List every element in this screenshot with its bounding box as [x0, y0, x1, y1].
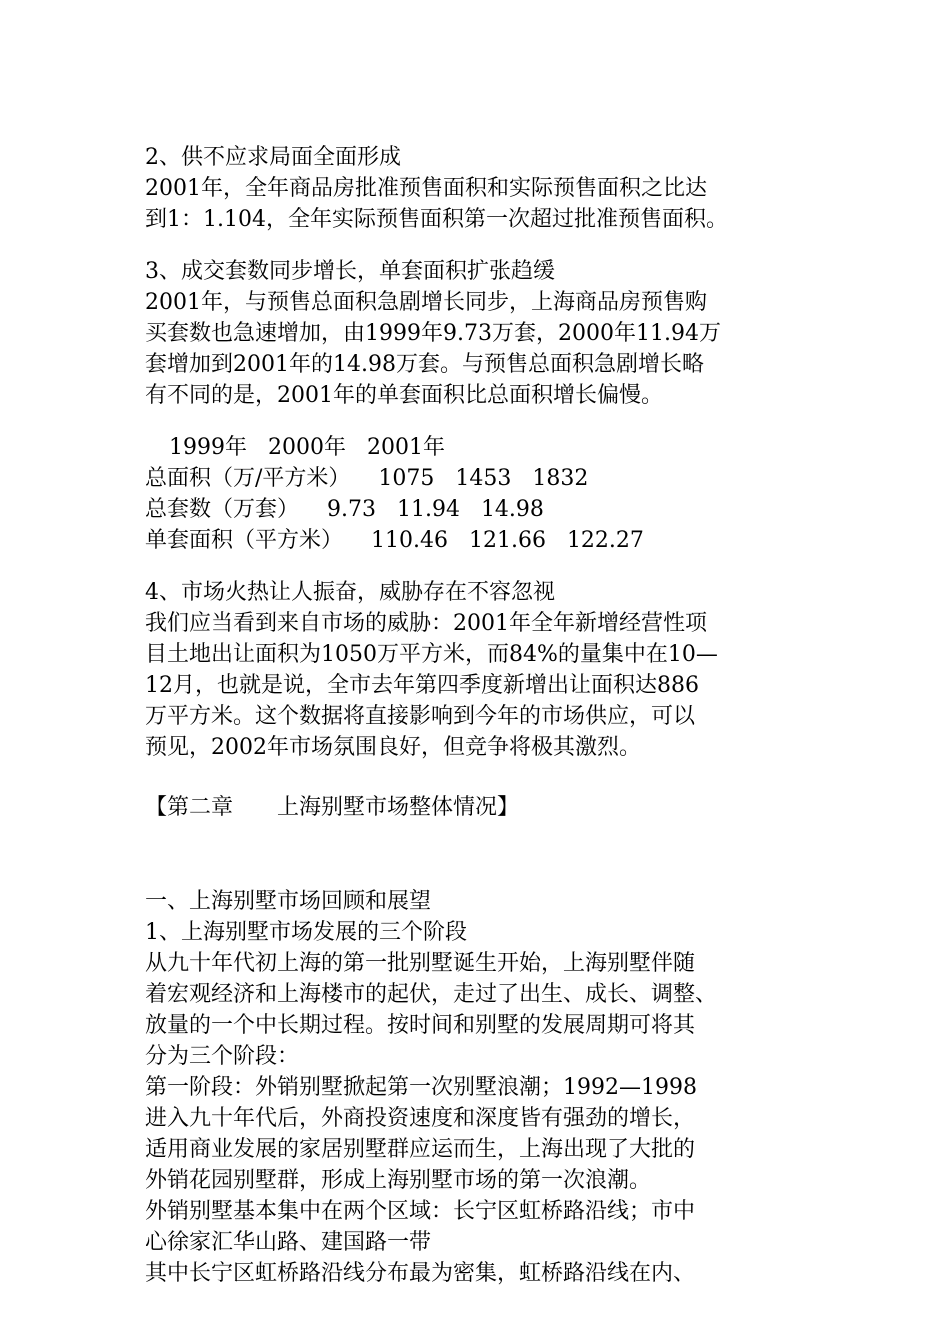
paragraph-line: 从九十年代初上海的第一批别墅诞生开始，上海别墅伴随 [145, 951, 696, 976]
paragraph-line: 着宏观经济和上海楼市的起伏，走过了出生、成长、调整、 [145, 982, 718, 1007]
table-row [145, 463, 825, 494]
paragraph-line: 目土地出让面积为1050万平方米，而84%的量集中在10— [145, 642, 718, 667]
table-cell: 1075 [378, 466, 435, 491]
document-page [145, 142, 825, 1289]
section-title: 4、市场火热让人振奋，威胁存在不容忽视 [145, 580, 555, 605]
paragraph-line: 2001年，与预售总面积急剧增长同步，上海商品房预售购 [145, 290, 707, 315]
table-header-row [145, 432, 825, 463]
table-cell: 121.66 [468, 528, 546, 553]
paragraph-line: 心徐家汇华山路、建国路一带 [145, 1230, 432, 1255]
paragraph-line: 其中长宁区虹桥路沿线分布最为密集，虹桥路沿线在内、 [145, 1261, 696, 1286]
table-header-cell: 1999年 [169, 435, 247, 460]
row-label: 总面积（万/平方米） [145, 466, 351, 491]
paragraph-line: 第一阶段：外销别墅掀起第一次别墅浪潮；1992—1998 [145, 1075, 697, 1100]
table-row [145, 494, 825, 525]
paragraph-line: 适用商业发展的家居别墅群应运而生，上海出现了大批的 [145, 1137, 696, 1162]
paragraph-line: 预见，2002年市场氛围良好，但竞争将极其激烈。 [145, 735, 641, 760]
section-4 [145, 577, 825, 763]
table-row [145, 525, 825, 556]
table-header-cell: 2000年 [267, 435, 346, 460]
paragraph-line: 2001年，全年商品房批准预售面积和实际预售面积之比达 [145, 176, 707, 201]
table-cell: 1453 [455, 466, 512, 491]
paragraph-line: 分为三个阶段： [145, 1044, 300, 1069]
part-title: 一、上海别墅市场回顾和展望 [145, 889, 432, 914]
section-3 [145, 256, 825, 411]
table-cell: 11.94 [396, 497, 460, 522]
row-label: 总套数（万套） [145, 497, 300, 522]
paragraph-line: 有不同的是，2001年的单套面积比总面积增长偏慢。 [145, 383, 663, 408]
part-1 [145, 886, 825, 1289]
table-cell: 14.98 [480, 497, 544, 522]
section-2 [145, 142, 825, 235]
table-cell: 1832 [532, 466, 589, 491]
chapter-heading: 【第二章 上海别墅市场整体情况】 [145, 795, 520, 820]
paragraph-line: 套增加到2001年的14.98万套。与预售总面积急剧增长略 [145, 352, 704, 377]
paragraph-line: 12月，也就是说，全市去年第四季度新增出让面积达886 [145, 673, 699, 698]
table-cell: 122.27 [566, 528, 644, 553]
row-label: 单套面积（平方米） [145, 528, 344, 553]
paragraph-line: 到1：1.104，全年实际预售面积第一次超过批准预售面积。 [145, 207, 728, 232]
paragraph-line: 外销别墅基本集中在两个区域：长宁区虹桥路沿线；市中 [145, 1199, 696, 1224]
table-header-cell: 2001年 [366, 435, 445, 460]
paragraph-line: 买套数也急速增加，由1999年9.73万套，2000年11.94万 [145, 321, 721, 346]
table-cell: 110.46 [371, 528, 448, 553]
paragraph-line: 放量的一个中长期过程。按时间和别墅的发展周期可将其 [145, 1013, 696, 1038]
section-title: 2、供不应求局面全面形成 [145, 145, 401, 170]
paragraph-line: 外销花园别墅群，形成上海别墅市场的第一次浪潮。 [145, 1168, 652, 1193]
paragraph-line: 我们应当看到来自市场的威胁：2001年全年新增经营性项 [145, 611, 707, 636]
data-table [145, 432, 825, 556]
paragraph-line: 进入九十年代后，外商投资速度和深度皆有强劲的增长， [145, 1106, 696, 1131]
section-title: 3、成交套数同步增长，单套面积扩张趋缓 [145, 259, 555, 284]
table-cell: 9.73 [327, 497, 376, 522]
section-title: 1、上海别墅市场发展的三个阶段 [145, 920, 467, 945]
paragraph-line: 万平方米。这个数据将直接影响到今年的市场供应，可以 [145, 704, 696, 729]
